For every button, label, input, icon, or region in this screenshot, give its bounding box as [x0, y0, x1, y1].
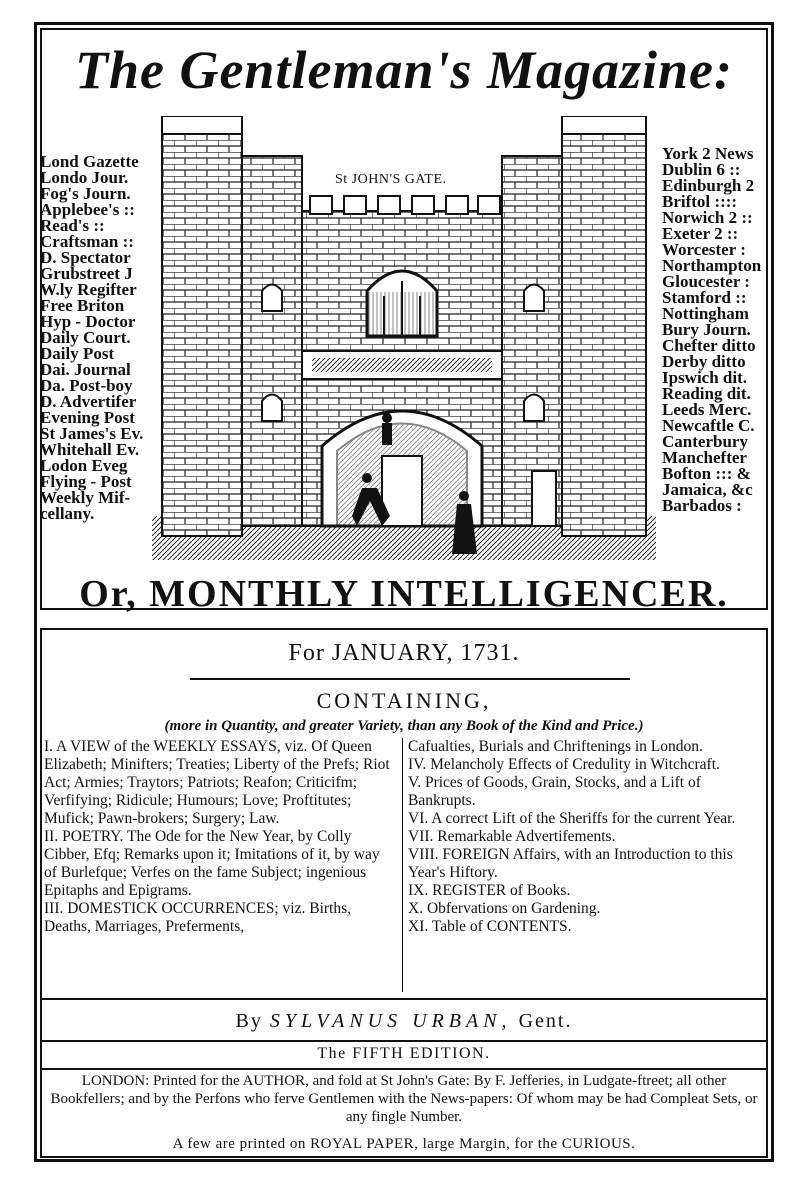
right-newspaper-list [662, 146, 761, 514]
newspaper-source: Gloucester : [662, 272, 750, 291]
newspaper-source: Whitehall Ev. [40, 440, 140, 459]
divider-rule [40, 998, 768, 1000]
imprint-text: LONDON: Printed for the AUTHOR, and fold at St John's Gate: By F. Jefferies, in Ludgate-ftreet; all other Bookfellers; and by the Perfons who ferve Gentlemen with the News-papers: Of whom may be had Compleat Sets, or any fingle Number. [50, 1073, 758, 1125]
newspaper-source: cellany. [40, 504, 95, 523]
newspaper-source: Craftsman :: [40, 232, 134, 251]
newspaper-source: Edinburgh 2 [662, 176, 755, 195]
contents-right-column [408, 738, 764, 936]
byline [40, 1010, 768, 1033]
divider-rule [40, 1040, 768, 1042]
magazine-title: The Gentleman's Magazine: [74, 40, 734, 100]
newspaper-source: Briftol :::: [662, 192, 738, 211]
newspaper-source: Leeds Merc. [662, 400, 752, 419]
newspaper-source: Ipswich dit. [662, 368, 748, 387]
newspaper-source: D. Advertifer [40, 392, 137, 411]
newspaper-source: Manchefter [662, 448, 747, 467]
newspaper-source: Bury Journ. [662, 320, 751, 339]
contents-item: IV. Melancholy Effects of Credulity in Witchcraft. [408, 756, 720, 773]
newspaper-source: Chefter ditto [662, 336, 756, 355]
newspaper-source: Exeter 2 :: [662, 224, 739, 243]
newspaper-source: Grubstreet J [40, 264, 133, 283]
newspaper-source: Canterbury [662, 432, 748, 451]
contents-item: VI. A correct Lift of the Sheriffs for the current Year. [408, 810, 736, 827]
newspaper-source: Nottingham [662, 304, 749, 323]
contents-item: II. POETRY. The Ode for the New Year, by Colly Cibber, Efq; Remarks upon it; Imitations of it, by way of Burlefque; Verfes on the fame Subject; ingenious Epitaphs and Epigrams. [44, 828, 380, 899]
gate-label: St JOHN'S GATE. [335, 172, 447, 187]
contents-item: V. Prices of Goods, Grain, Stocks, and a Lift of Bankrupts. [408, 774, 701, 809]
divider-rule [40, 1068, 768, 1070]
newspaper-source: Flying - Post [40, 472, 132, 491]
newspaper-source: Dai. Journal [40, 360, 131, 379]
newspaper-source: Hyp - Doctor [40, 312, 136, 331]
newspaper-source: Weekly Mif- [40, 488, 131, 507]
table-of-contents [42, 738, 766, 992]
newspaper-source: Dublin 6 :: [662, 160, 741, 179]
edition-note: The FIFTH EDITION. [317, 1045, 491, 1062]
newspaper-source: Lodon Eveg [40, 456, 128, 475]
newspaper-source: Evening Post [40, 408, 135, 427]
contents-item: X. Obfervations on Gardening. [408, 900, 601, 917]
contents-item: IX. REGISTER of Books. [408, 882, 571, 899]
column-divider [402, 738, 403, 992]
byline-author: SYLVANUS URBAN, [269, 1010, 512, 1032]
containing-heading: CONTAINING, [316, 688, 492, 713]
issue-date: For JANUARY, 1731. [288, 640, 520, 666]
newspaper-source: Lond Gazette [40, 152, 139, 171]
contents-item: Cafualties, Burials and Chriftenings in London. [408, 738, 703, 755]
newspaper-source: D. Spectator [40, 248, 131, 267]
newspaper-source: Daily Court. [40, 328, 131, 347]
left-newspaper-list [40, 154, 143, 522]
newspaper-source: Jamaica, &c [662, 480, 753, 499]
newspaper-source: Worcester : [662, 240, 746, 259]
newspaper-source: Applebee's :: [40, 200, 135, 219]
newspaper-source: York 2 News [662, 144, 754, 163]
newspaper-source: Fog's Journ. [40, 184, 131, 203]
newspaper-source: Da. Post-boy [40, 376, 133, 395]
newspaper-source: St James's Ev. [40, 424, 144, 443]
contents-item: XI. Table of CONTENTS. [408, 918, 572, 935]
newspaper-source: Northampton [662, 256, 762, 275]
contents-left-column [44, 738, 396, 936]
contents-item: III. DOMESTICK OCCURRENCES; viz. Births, Deaths, Marriages, Preferments, [44, 900, 351, 935]
newspaper-source: Stamford :: [662, 288, 747, 307]
royal-paper-note: A few are printed on ROYAL PAPER, large Margin, for the CURIOUS. [172, 1136, 636, 1152]
newspaper-source: Barbados : [662, 496, 742, 515]
containing-note: (more in Quantity, and greater Variety, than any Book of the Kind and Price.) [164, 718, 644, 734]
newspaper-source: Bofton ::: & [662, 464, 751, 483]
newspaper-source: Londo Jour. [40, 168, 129, 187]
magazine-subtitle: Or, MONTHLY INTELLIGENCER. [79, 573, 729, 615]
newspaper-source: Derby ditto [662, 352, 746, 371]
newspaper-source: Newcaftle C. [662, 416, 755, 435]
newspaper-source: Daily Post [40, 344, 115, 363]
newspaper-source: Norwich 2 :: [662, 208, 753, 227]
contents-item: VIII. FOREIGN Affairs, with an Introduction to this Year's Hiftory. [408, 846, 733, 881]
newspaper-source: Free Briton [40, 296, 125, 315]
byline-prefix: By [235, 1010, 263, 1032]
contents-item: VII. Remarkable Advertifements. [408, 828, 616, 845]
contents-item: I. A VIEW of the WEEKLY ESSAYS, viz. Of Queen Elizabeth; Minifters; Treaties; Liberty of the Prefs; Riot Act; Armies; Traytors; Patriots; Reafon; Criticifm; Verfifying; Ridicule; Humours; Love; Proftitutes; Mufick; Pawn-brokers; Surgery; Law. [44, 738, 390, 827]
divider-rule [190, 678, 630, 680]
newspaper-source: Reading dit. [662, 384, 751, 403]
newspaper-source: W.ly Regifter [40, 280, 137, 299]
newspaper-source: Read's :: [40, 216, 105, 235]
byline-suffix: Gent. [518, 1010, 573, 1032]
